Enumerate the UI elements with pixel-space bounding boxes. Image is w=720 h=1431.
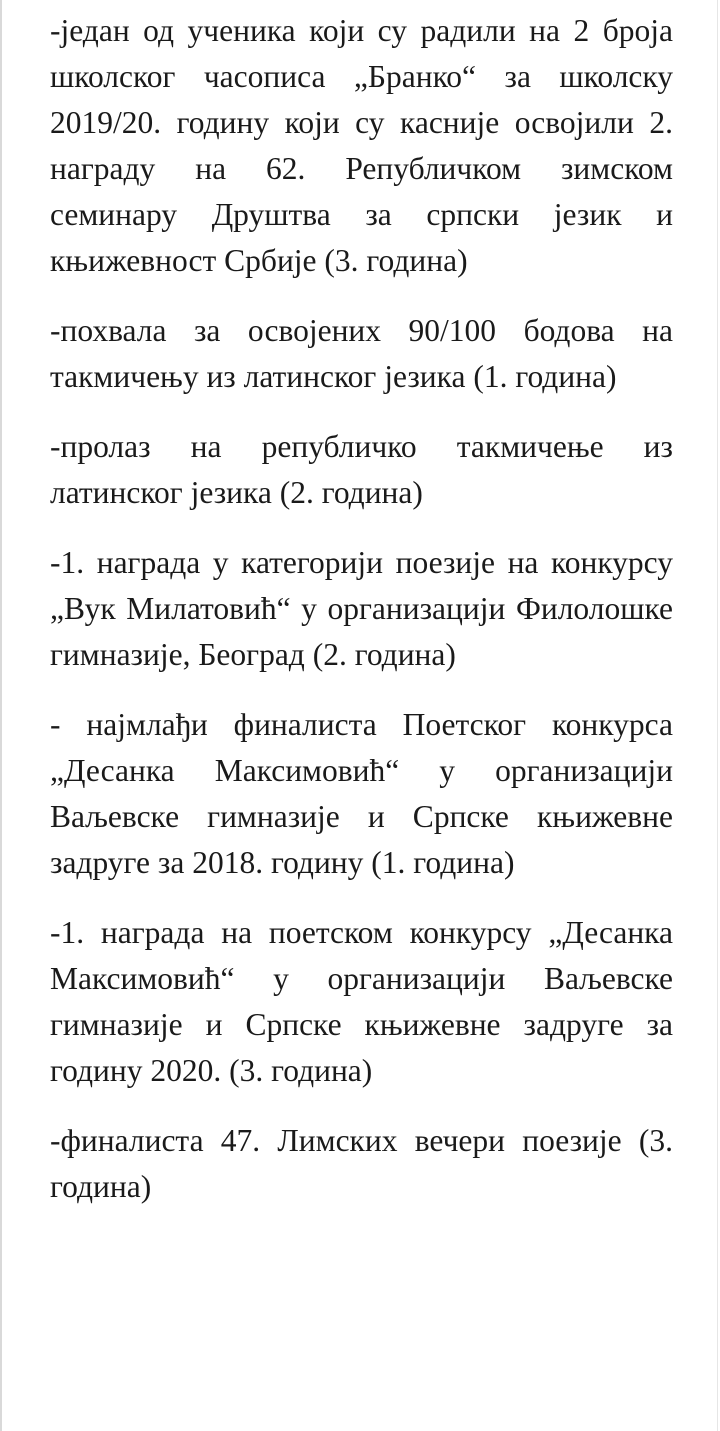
paragraph-gap (50, 886, 673, 910)
paragraph-gap (50, 400, 673, 424)
achievement-paragraph-6: -1. награда на поетском конкурсу „Десанка Максимовић“ у организацији Ваљевске гимназије и Српске књижевне задруге за годину 2020. (3. година) (50, 915, 673, 1088)
paragraph-gap (50, 678, 673, 702)
achievement-paragraph-2: -похвала за освојених 90/100 бодова на такмичењу из латинског језика (1. година) (50, 313, 673, 394)
paragraph-gap (50, 1094, 673, 1118)
achievement-paragraph-7: -финалиста 47. Лимских вечери поезије (3. година) (50, 1123, 673, 1204)
paragraph-gap (50, 284, 673, 308)
achievement-paragraph-3: -пролаз на републичко такмичење из латинског језика (2. година) (50, 429, 673, 510)
paragraph-gap (50, 516, 673, 540)
document-body (50, 8, 673, 1210)
achievement-paragraph-4: -1. награда у категорији поезије на конкурсу „Вук Милатовић“ у организацији Филолошке гимназије, Београд (2. година) (50, 545, 673, 672)
achievement-paragraph-1: -један од ученика који су радили на 2 броја школског часописа „Бранко“ за школску 2019/20. годину који су касније освојили 2. награду на 62. Републичком зимском семинару Друштва за српски језик и књижевност Србије (3. година) (50, 13, 673, 278)
achievement-paragraph-5: - најмлађи финалиста Поетског конкурса „Десанка Максимовић“ у организацији Ваљевске гимназије и Српске књижевне задруге за 2018. годину (1. година) (50, 707, 673, 880)
